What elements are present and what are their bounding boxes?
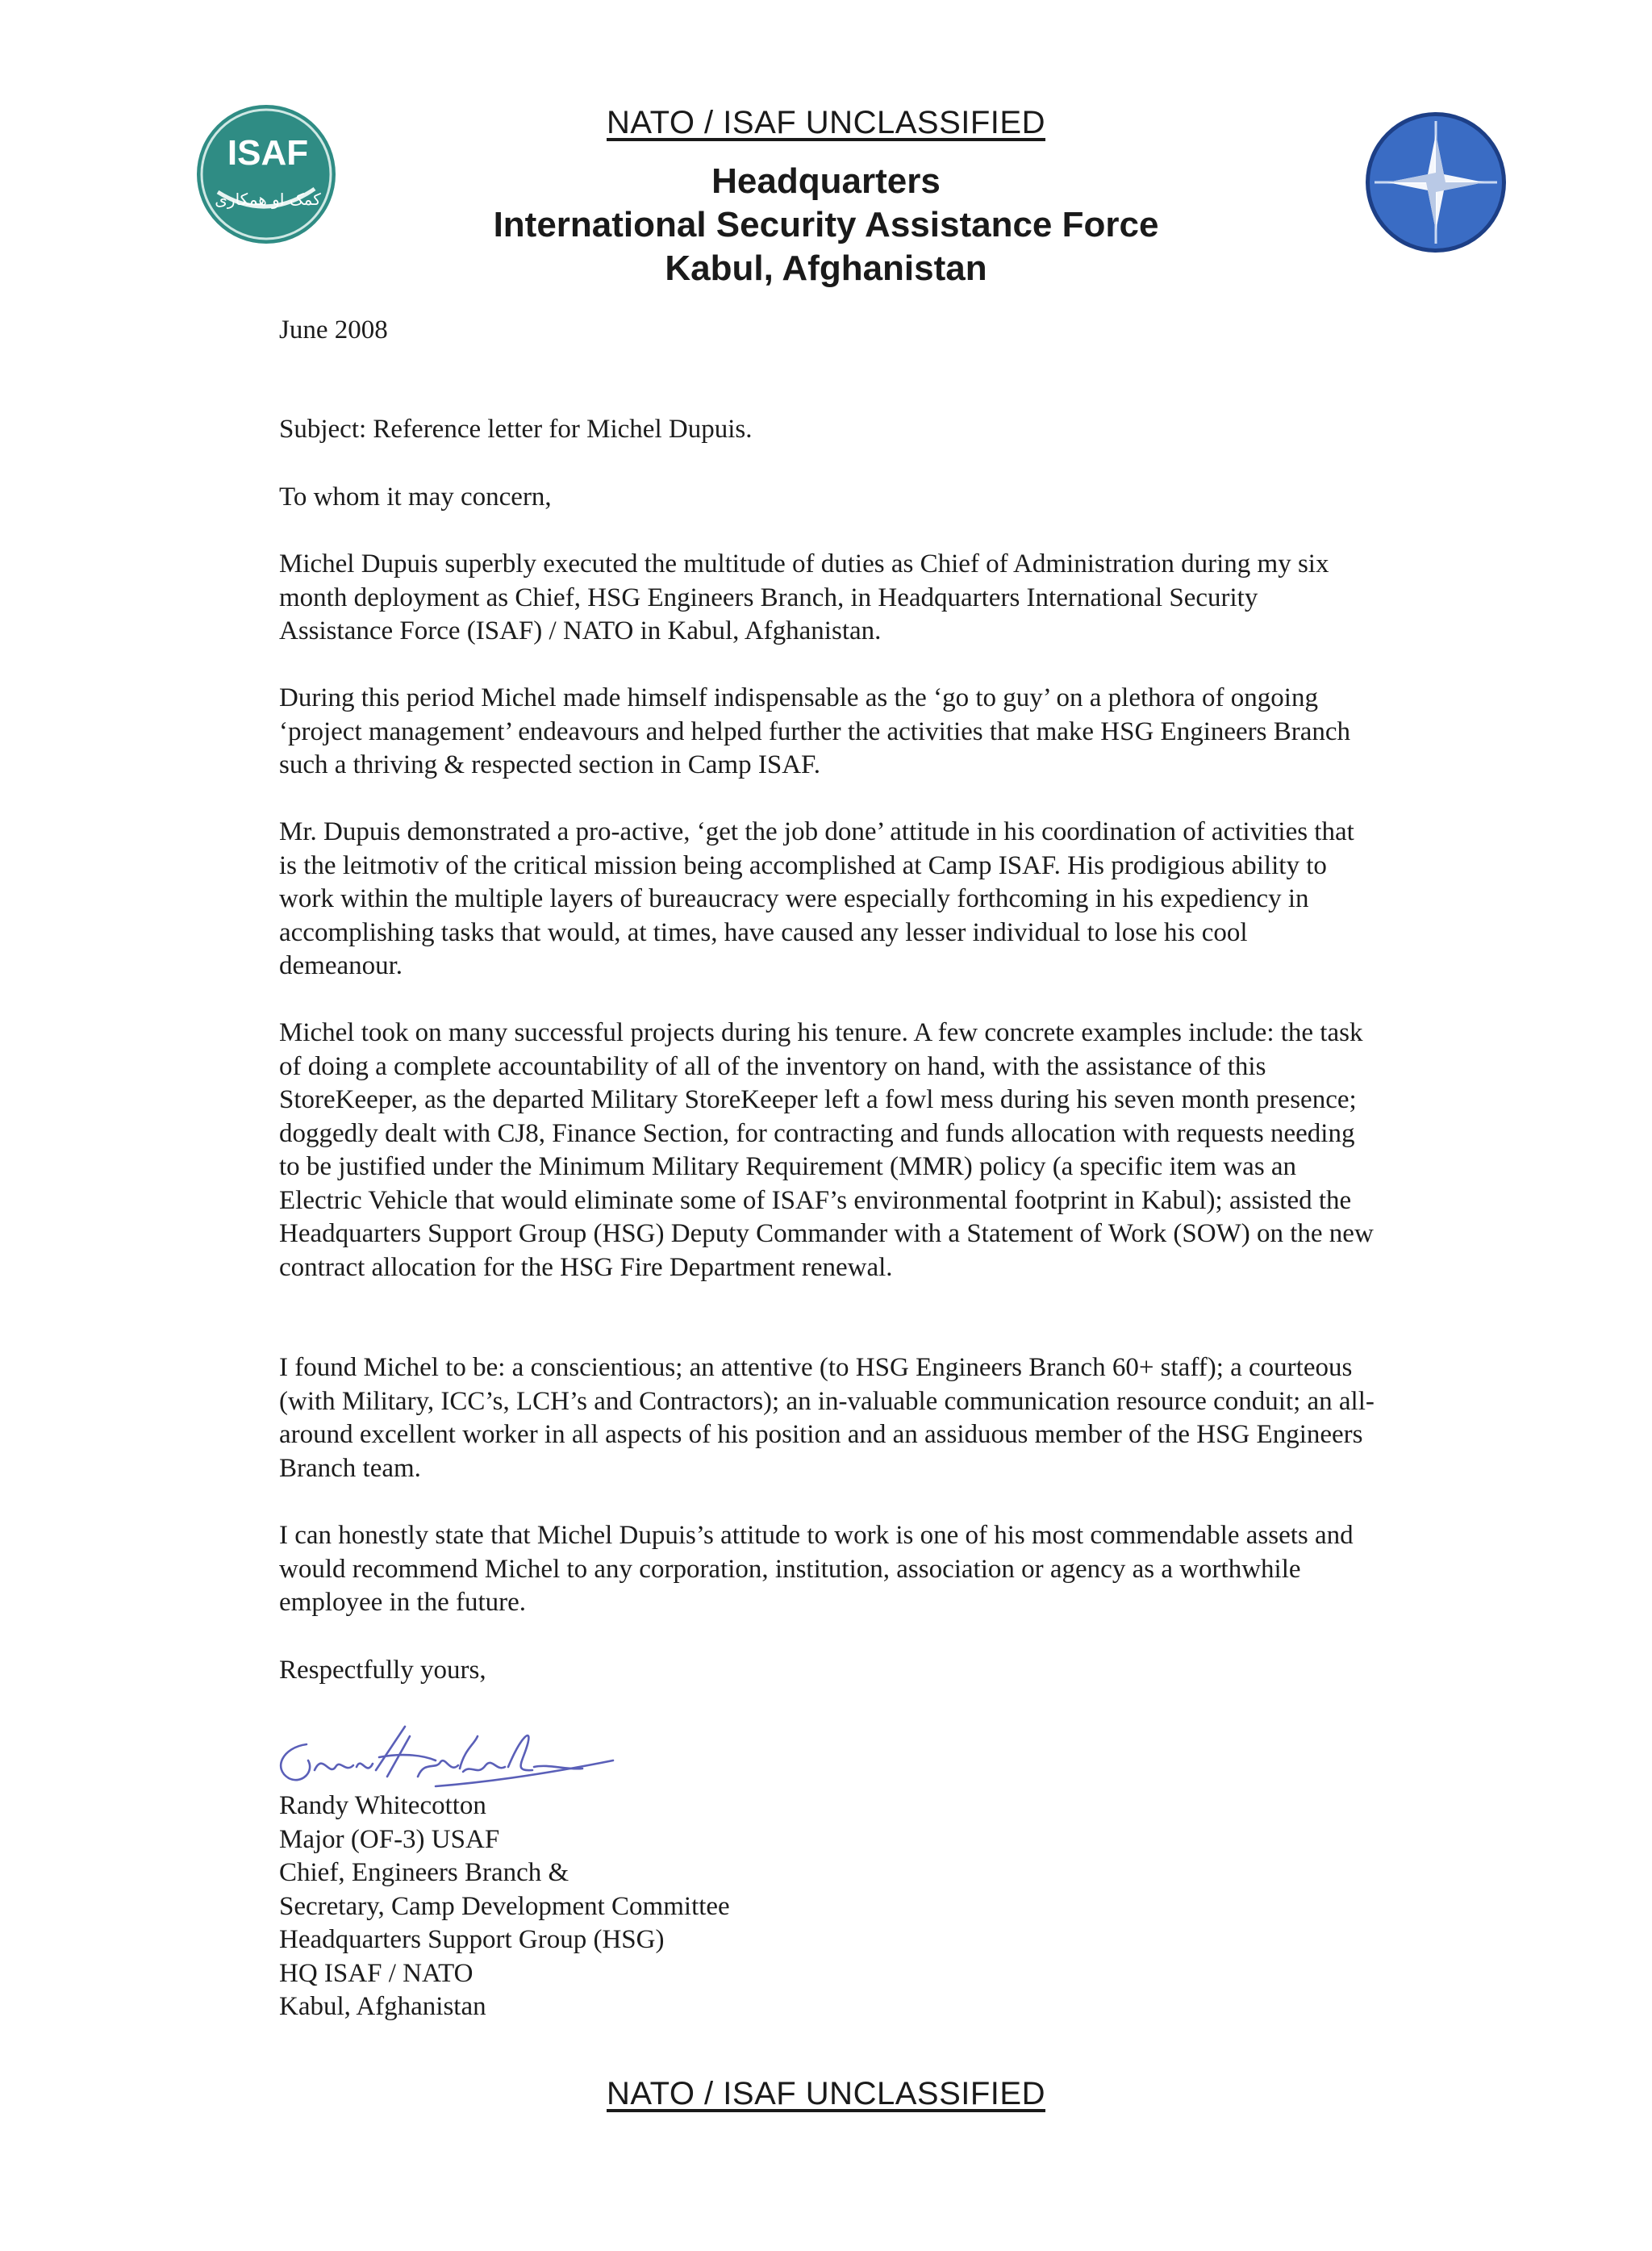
letter-paragraph-6: I can honestly state that Michel Dupuis’s attitude to work is one of his most commendable assets and would recommend Michel to any corporation, institution, association or agency as a worthwhile employee in the future. [279, 1521, 1354, 1617]
signer-rank: Major (OF-3) USAF [279, 1824, 500, 1854]
signer-name: Randy Whitecotton [279, 1791, 486, 1820]
letterhead-line-1: Headquarters [711, 161, 941, 201]
letter-date: June 2008 [279, 315, 388, 345]
letter-paragraph-3: Mr. Dupuis demonstrated a pro-active, ‘get the job done’ attitude in his coordination of activities that is the leitmotiv of the critical mission being accomplished at Camp ISAF. His prodigious ability to work within the multiple layers of bureaucracy were especially forthcoming in his expediency in accomplishing tasks that would, at times, have caused any lesser individual to lose his cool demeanour. [279, 817, 1354, 980]
letter-paragraph-5: I found Michel to be: a conscientious; an attentive (to HSG Engineers Branch 60+ staff); a courteous (with Military, ICC’s, LCH’s and Contractors); an in-valuable communication resource conduit; an all-around excellent worker in all aspects of his position and an assiduous member of the HSG Engineers Branch team. [279, 1353, 1375, 1483]
isaf-seal-script: کمک او همکاری [215, 190, 321, 209]
letter-salutation: To whom it may concern, [279, 482, 552, 512]
letterhead-line-3: Kabul, Afghanistan [665, 248, 987, 288]
letterhead-line-2: International Security Assistance Force [493, 205, 1159, 244]
signature-block [279, 1790, 730, 2024]
letter-paragraph-2: During this period Michel made himself indispensable as the ‘go to guy’ on a plethora of ongoing ‘project management’ endeavours and helped further the activities that make HSG Engineers Branch such a thriving & respected section in Camp ISAF. [279, 683, 1351, 779]
signer-location: Kabul, Afghanistan [279, 1992, 486, 2021]
signer-title-1: Chief, Engineers Branch & [279, 1858, 569, 1887]
classification-header: NATO / ISAF UNCLASSIFIED [607, 105, 1045, 140]
signer-title-2: Secretary, Camp Development Committee [279, 1891, 730, 1921]
letter-paragraph-4: Michel took on many successful projects during his tenure. A few concrete examples include: the task of doing a complete accountability of all of the inventory on hand, with the assistance of this StoreKeeper, as the departed Military StoreKeeper left a fowl mess during his seven month presence; doggedly dealt with CJ8, Finance Section, for contracting and funds allocation with requests needing to be justified under the Minimum Military Requirement (MMR) policy (a specific item was an Electric Vehicle that would eliminate some of ISAF’s environmental footprint in Kabul); assisted the Headquarters Support Group (HSG) Deputy Commander with a Statement of Work (SOW) on the new contract allocation for the HSG Fire Department renewal. [279, 1018, 1374, 1282]
isaf-seal-text: ISAF [227, 133, 309, 173]
signer-hq: HQ ISAF / NATO [279, 1958, 473, 1988]
letter-subject: Subject: Reference letter for Michel Dupuis. [279, 415, 753, 444]
letter-closing: Respectfully yours, [279, 1656, 486, 1685]
classification-footer: NATO / ISAF UNCLASSIFIED [607, 2076, 1045, 2111]
letter-paragraph-1: Michel Dupuis superbly executed the multitude of duties as Chief of Administration during my six month deployment as Chief, HSG Engineers Branch, in Headquarters International Security Assistance Force (ISAF) / NATO in Kabul, Afghanistan. [279, 549, 1329, 645]
letterhead-title [0, 160, 1652, 290]
signer-unit: Headquarters Support Group (HSG) [279, 1925, 665, 1954]
